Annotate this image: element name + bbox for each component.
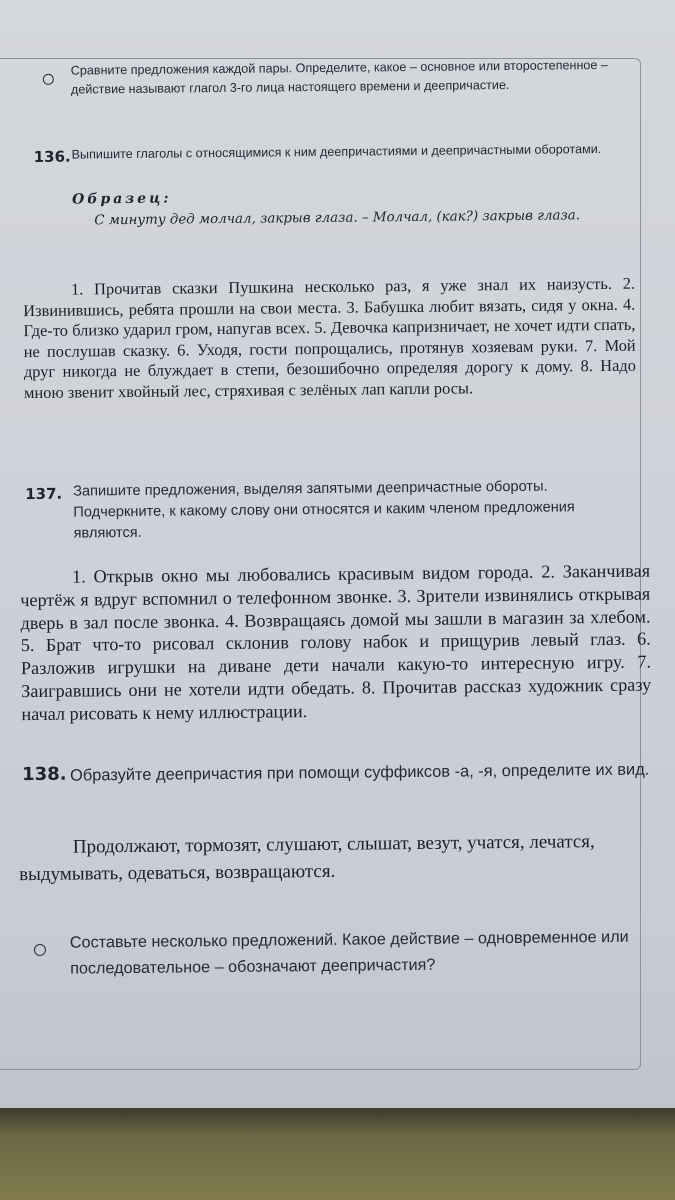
sample-label: Образец: xyxy=(72,190,172,208)
exercise-138-number: 138. xyxy=(22,763,67,786)
exercise-136-number: 136. xyxy=(33,147,71,166)
exercise-137-task: Запишите предложения, выделяя запятыми деепричастные обороты. Подчеркните, к какому слову они относятся и каким членом предложения являются. xyxy=(73,478,575,542)
exercise-137-number: 137. xyxy=(25,484,63,504)
task-circle-icon xyxy=(43,74,54,85)
exercise-138-verbs: Продолжают, тормозят, слушают, слышат, везут, учатся, лечатся, выдумывать, одеваться, возвращаются. xyxy=(19,831,595,886)
page-bottom-edge xyxy=(0,1108,675,1200)
exercise-137-sentences: 1. Открыв окно мы любовались красивым видом города. 2. Заканчивая чертёж я вдруг вспомнил о телефонном звонке. 3. Зрители извинялись открывая дверь в зал после звонка. 4. Возвращаясь домой мы зашли в магазин за хлебом. 5. Брат что-то рисовал склонив голову набок и прищурив левый глаз. 6. Разложив игрушки на диване дети начали какую-то интересную игру. 7. Заигравшись они не хотели идти обедать. 8. Прочитав рассказ художник сразу начал рисовать к нему иллюстрации. xyxy=(20,560,652,724)
exercise-136-task: Выпишите глаголы с относящимися к ним деепричастиями и деепричастными оборотами. xyxy=(71,142,602,162)
top-task-text: Сравните предложения каждой пары. Определите, какое – основное или второстепенное – действие называют глагол 3-го лица настоящего времени и деепричастие. xyxy=(70,57,608,97)
task-circle-icon xyxy=(34,944,46,956)
exercise-136-sentences: 1. Прочитав сказки Пушкина несколько раз, я уже знал их наизусть. 2. Извинившись, ребята прошли на свои места. 3. Бабушка любит вязать, сидя у окна. 4. Где-то близко ударил гром, напугав всех. 5. Девочка капризничает, не хочет идти спать, не послушав сказку. 6. Уходя, гости попрощались, протянув хозяевам руки. 7. Мой друг никогда не блуждает в степи, безошибочно определяя дорогу к дому. 8. Надо мною звенит хвойный лес, стряхивая с зелёных лап капли росы. xyxy=(23,273,636,402)
sample-text: С минуту дед молчал, закрыв глаза. – Молчал, (как?) закрыв глаза. xyxy=(94,208,581,229)
bottom-task-text: Составьте несколько предложений. Какое действие – одновременное или последовательное – обозначают деепричастия? xyxy=(69,927,629,978)
exercise-138-task: Образуйте деепричастия при помощи суффиксов -а, -я, определите их вид. xyxy=(70,760,650,785)
